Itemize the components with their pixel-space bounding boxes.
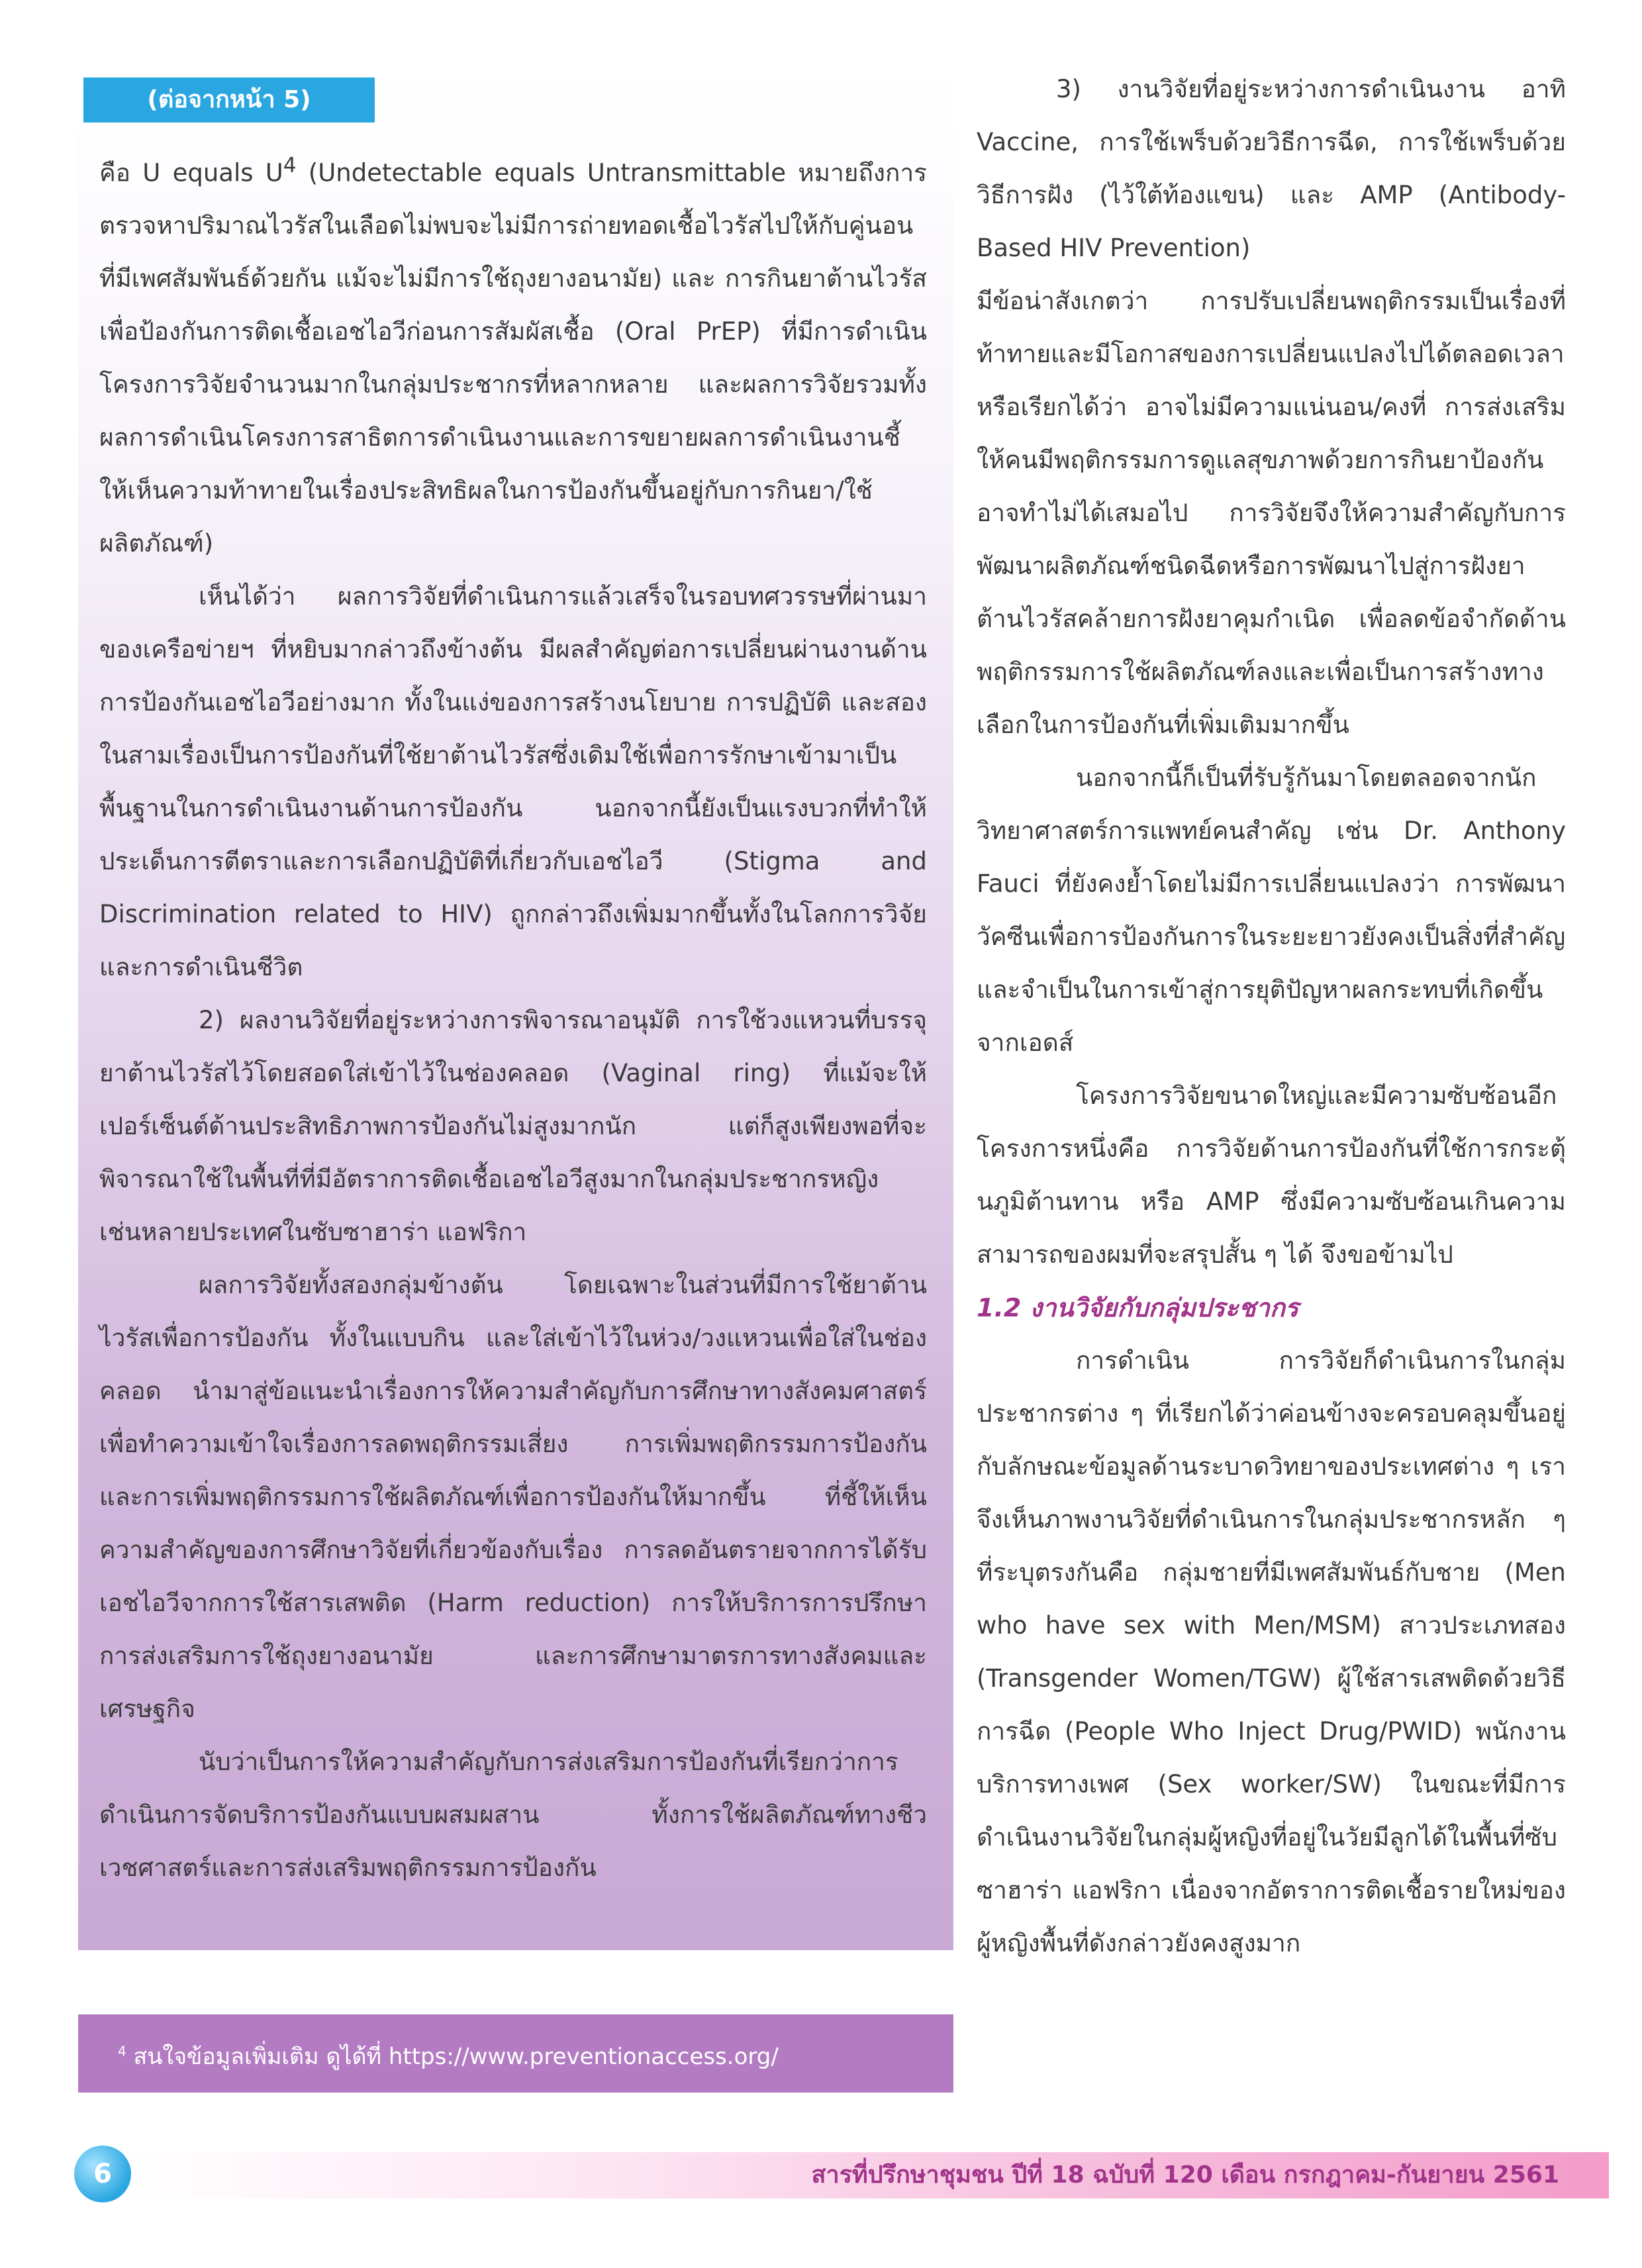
paragraph-lead: คือ U equals U — [99, 158, 283, 187]
paragraph: มีข้อน่าสังเกตว่า การปรับเปลี่ยนพฤติกรรมเป็นเรื่องที่ท้าทายและมีโอกาสของการเปลี่ยนแปลงไปได้ตลอดเวลา หรือเรียกได้ว่า อาจไม่มีความแน่นอน/คงที่ การส่งเสริมให้คนมีพฤติกรรมการดูแลสุขภาพด้วยการกินยาป้องกันอาจทำไม่ได้เสมอไป การวิจัยจึงให้ความสำคัญกับการพัฒนาผลิตภัณฑ์ชนิดฉีดหรือการพัฒนาไปสู่การฝังยาต้านไวรัสคล้ายการฝังยาคุมกำเนิด เพื่อลดข้อจำกัดด้านพฤติกรรมการใช้ผลิตภัณฑ์ลงและเพื่อเป็นการสร้างทางเลือกในการป้องกันที่เพิ่มเติมมากขึ้น — [977, 287, 1566, 739]
publication-footer: สารที่ปรึกษาชุมชน ปีที่ 18 ฉบับที่ 120 เดือน กรกฎาคม-กันยายน 2561 — [811, 2161, 1559, 2189]
paragraph: การดำเนิน การวิจัยก็ดำเนินการในกลุ่มประชากรต่าง ๆ ที่เรียกได้ว่าค่อนข้างจะครอบคลุมขึ้นอยู่กับลักษณะข้อมูลด้านระบาดวิทยาของประเทศต่าง ๆ เราจึงเห็นภาพงานวิจัยที่ดำเนินการในกลุ่มประชากรหลัก ๆ ที่ระบุตรงกันคือ กลุ่มชายที่มีเพศสัมพันธ์กับชาย (Men who have sex with Men/MSM) สาวประเภทสอง (Transgender Women/TGW) ผู้ใช้สารเสพติดด้วยวิธีการฉีด (People Who Inject Drug/PWID) พนักงานบริการทางเพศ (Sex worker/SW) ในขณะที่มีการดำเนินงานวิจัยในกลุ่มผู้หญิงที่อยู่ในวัยมีลูกได้ในพื้นที่ซับซาฮาร่า แอฟริกา เนื่องจากอัตราการติดเชื้อรายใหม่ของผู้หญิงพื้นที่ดังกล่าวยังคงสูงมาก — [977, 1346, 1566, 1957]
right-text-column — [977, 63, 1566, 1970]
footnote-mark: 4 — [118, 2043, 126, 2059]
continued-from-page-label: (ต่อจากหน้า 5) — [83, 77, 375, 123]
paragraph — [99, 139, 927, 570]
paragraph: โครงการวิจัยขนาดใหญ่และมีความซับซ้อนอีกโครงการหนึ่งคือ การวิจัยด้านการป้องกันที่ใช้การกระตุ้นภูมิต้านทาน หรือ AMP ซึ่งมีความซับซ้อนเกินความสามารถของผมที่จะสรุปสั้น ๆ ได้ จึงขอข้ามไป — [977, 1081, 1566, 1269]
paragraph: นับว่าเป็นการให้ความสำคัญกับการส่งเสริมการป้องกันที่เรียกว่าการดำเนินการจัดบริการป้องกันแบบผสมผสาน ทั้งการใช้ผลิตภัณฑ์ทางชีวเวชศาสตร์และการส่งเสริมพฤติกรรมการป้องกัน — [99, 1748, 927, 1883]
paragraph: 2) ผลงานวิจัยที่อยู่ระหว่างการพิจารณาอนุมัติ การใช้วงแหวนที่บรรจุยาต้านไวรัสไว้โดยสอดใส่เข้าไว้ในช่องคลอด (Vaginal ring) ที่แม้จะให้เปอร์เซ็นต์ด้านประสิทธิภาพการป้องกันไม่สูงมากนัก แต่ก็สูงเพียงพอที่จะพิจารณาใช้ในพื้นที่ที่มีอัตราการติดเชื้อเอชไอวีสูงมากในกลุ่มประชากรหญิง เช่นหลายประเทศในซับซาฮาร่า แอฟริกา — [99, 1006, 927, 1247]
paragraph-text: (Undetectable equals Untransmittable หมายถึงการตรวจหาปริมาณไวรัสในเลือดไม่พบจะไม่มีการถ่ายทอดเชื้อไวรัสไปให้กับคู่นอนที่มีเพศสัมพันธ์ด้วยกัน แม้จะไม่มีการใช้ถุงยางอนามัย) และ การกินยาต้านไวรัสเพื่อป้องกันการติดเชื้อเอชไอวีก่อนการสัมผัสเชื้อ (Oral PrEP) ที่มีการดำเนินโครงการวิจัยจำนวนมากในกลุ่มประชากรที่หลากหลาย และผลการวิจัยรวมทั้งผลการดำเนินโครงการสาธิตการดำเนินงานและการขยายผลการดำเนินงานชี้ให้เห็นความท้าทายในเรื่องประสิทธิผลในการป้องกันขึ้นอยู่กับการกินยา/ใช้ผลิตภัณฑ์) — [99, 158, 927, 558]
footnote — [78, 2014, 953, 2093]
footnote-text: สนใจข้อมูลเพิ่มเติม ดูได้ที่ https://www.preventionaccess.org/ — [126, 2044, 779, 2070]
paragraph: นอกจากนี้ก็เป็นที่รับรู้กันมาโดยตลอดจากนักวิทยาศาสตร์การแพทย์คนสำคัญ เช่น Dr. Anthony Fauci ที่ยังคงย้ำโดยไม่มีการเปลี่ยนแปลงว่า การพัฒนาวัคซีนเพื่อการป้องกันการในระยะยาวยังคงเป็นสิ่งที่สำคัญและจำเป็นในการเข้าสู่การยุติปัญหาผลกระทบที่เกิดขึ้นจากเอดส์ — [977, 764, 1566, 1057]
paragraph: เห็นได้ว่า ผลการวิจัยที่ดำเนินการแล้วเสร็จในรอบทศวรรษที่ผ่านมาของเครือข่ายฯ ที่หยิบมากล่าวถึงข้างต้น มีผลสำคัญต่อการเปลี่ยนผ่านงานด้านการป้องกันเอชไอวีอย่างมาก ทั้งในแง่ของการสร้างนโยบาย การปฏิบัติ และสองในสามเรื่องเป็นการป้องกันที่ใช้ยาต้านไวรัสซึ่งเดิมใช้เพื่อการรักษาเข้ามาเป็นพื้นฐานในการดำเนินงานด้านการป้องกัน นอกจากนี้ยังเป็นแรงบวกที่ทำให้ประเด็นการตีตราและการเลือกปฏิบัติที่เกี่ยวกับเอชไอวี (Stigma and Discrimination related to HIV) ถูกกล่าวถึงเพิ่มมากขึ้นทั้งในโลกการวิจัยและการดำเนินชีวิต — [99, 582, 927, 982]
paragraph: 3) งานวิจัยที่อยู่ระหว่างการดำเนินงาน อาทิ Vaccine, การใช้เพร็บด้วยวิธีการฉีด, การใช้เพร็บด้วยวิธีการฝัง (ไว้ใต้ท้องแขน) และ AMP (Antibody-Based HIV Prevention) — [977, 75, 1566, 262]
paragraph: ผลการวิจัยทั้งสองกลุ่มข้างต้น โดยเฉพาะในส่วนที่มีการใช้ยาต้านไวรัสเพื่อการป้องกัน ทั้งในแบบกิน และใส่เข้าไว้ในห่วง/วงแหวนเพื่อใส่ในช่องคลอด นำมาสู่ข้อแนะนำเรื่องการให้ความสำคัญกับการศึกษาทางสังคมศาสตร์เพื่อทำความเข้าใจเรื่องการลดพฤติกรรมเสี่ยง การเพิ่มพฤติกรรมการป้องกัน และการเพิ่มพฤติกรรมการใช้ผลิตภัณฑ์เพื่อการป้องกันให้มากขึ้น ที่ชี้ให้เห็นความสำคัญของการศึกษาวิจัยที่เกี่ยวข้องกับเรื่อง การลดอันตรายจากการได้รับเอชไอวีจากการใช้สารเสพติด (Harm reduction) การให้บริการการปรึกษา การส่งเสริมการใช้ถุงยางอนามัย และการศึกษามาตรการทางสังคมและเศรษฐกิจ — [99, 1271, 927, 1724]
section-heading: 1.2 งานวิจัยกับกลุ่มประชากร — [977, 1293, 1299, 1322]
page-number: 6 — [74, 2145, 131, 2202]
left-text-column — [99, 139, 927, 1895]
footnote-reference: 4 — [283, 154, 297, 177]
